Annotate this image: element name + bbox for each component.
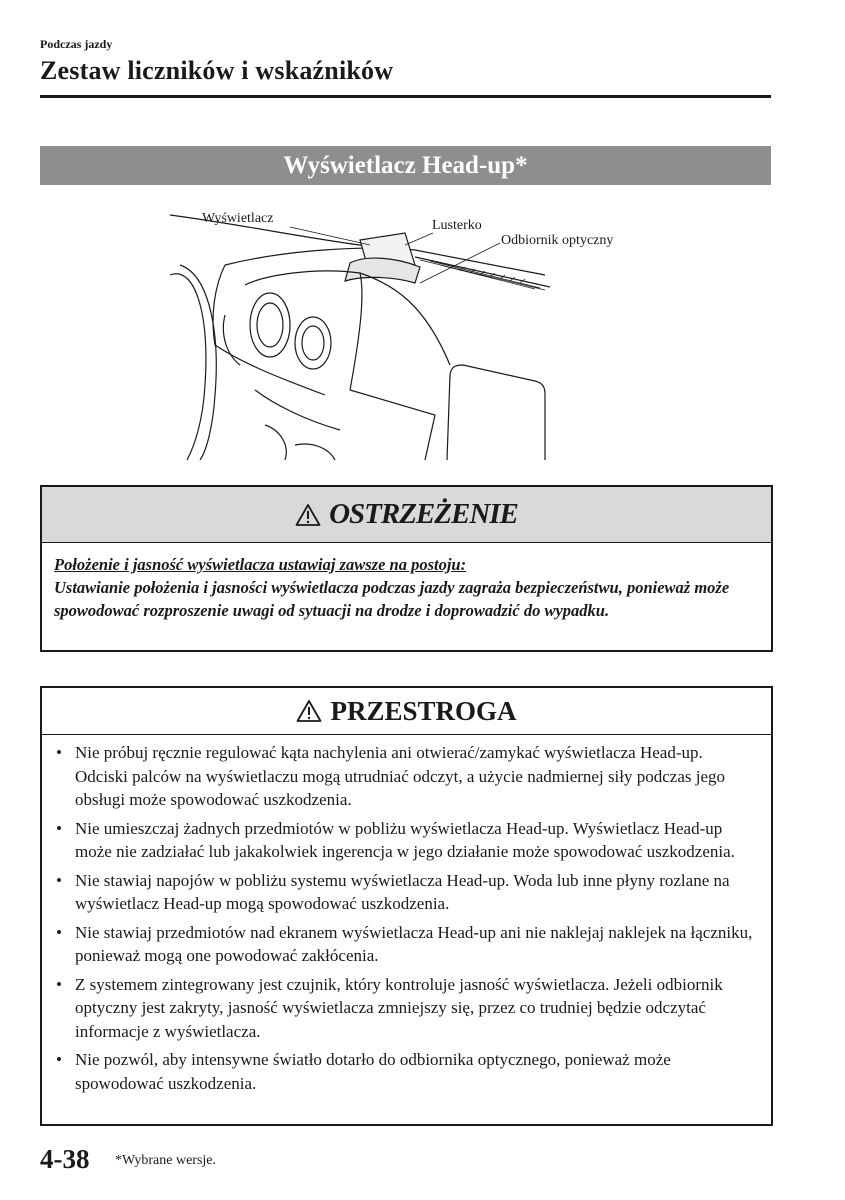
caution-title: PRZESTROGA xyxy=(330,695,517,726)
warning-triangle-icon xyxy=(296,699,322,723)
list-item-text: Z systemem zintegrowany jest czujnik, który kontroluje jasność wyświetlacza. Jeżeli odbiornik optyczny jest zakryty, jasność wyświetlacza zmniejszy się, przez co trudniej będzie odczytać informacje z wyświetlacza. xyxy=(75,974,723,1041)
callout-optical-sensor: Odbiornik optyczny xyxy=(501,233,614,248)
list-item-text: Nie stawiaj przedmiotów nad ekranem wyświetlacza Head-up ani nie naklejaj naklejek na łączniku, ponieważ mogą one powodować zakłócenia. xyxy=(75,922,753,965)
bullet-icon: • xyxy=(56,974,62,994)
list-item xyxy=(54,741,759,812)
bullet-icon: • xyxy=(56,922,62,942)
caution-box xyxy=(40,686,773,1126)
title-divider xyxy=(40,95,771,98)
caution-header xyxy=(42,688,771,735)
list-item xyxy=(54,921,759,968)
caution-list xyxy=(42,735,771,1095)
warning-box xyxy=(40,485,773,652)
bullet-icon: • xyxy=(56,818,62,838)
subsection-title: Wyświetlacz Head-up* xyxy=(40,146,771,185)
list-item xyxy=(54,1048,759,1095)
warning-lead: Położenie i jasność wyświetlacza ustawiaj zawsze na postoju: xyxy=(54,555,467,574)
list-item xyxy=(54,817,759,864)
list-item-text: Nie stawiaj napojów w pobliżu systemu wyświetlacza Head-up. Woda lub inne płyny rozlane na wyświetlacz Head-up mogą spowodować uszkodzenia. xyxy=(75,870,730,913)
bullet-icon: • xyxy=(56,1050,62,1069)
page-title: Zestaw liczników i wskaźników xyxy=(40,56,394,85)
warning-text: Ustawianie położenia i jasności wyświetlacza podczas jazdy zagraża bezpieczeństwu, ponieważ może spowodować rozproszenie uwagi od sytuacji na drodze i doprowadzić do wypadku. xyxy=(54,578,730,620)
dashboard-diagram xyxy=(165,205,645,460)
bullet-icon: • xyxy=(56,743,62,762)
warning-title: OSTRZEŻENIE xyxy=(329,498,518,530)
list-item xyxy=(54,869,759,916)
callout-display: Wyświetlacz xyxy=(202,211,274,226)
warning-triangle-icon xyxy=(295,503,321,527)
callout-mirror: Lusterko xyxy=(432,218,482,233)
list-item xyxy=(54,973,759,1044)
warning-body xyxy=(42,543,771,622)
warning-header xyxy=(42,487,771,543)
page-number: 4-38 xyxy=(40,1144,90,1174)
bullet-icon: • xyxy=(56,870,62,890)
section-label: Podczas jazdy xyxy=(40,37,113,51)
list-item-text: Nie próbuj ręcznie regulować kąta nachylenia ani otwierać/zamykać wyświetlacza Head-up. Odciski palców na wyświetlaczu mogą utrudniać odczyt, a użycie nadmiernej siły podczas jego obsługi może spowodować uszkodzenia. xyxy=(75,743,726,809)
footnote: *Wybrane wersje. xyxy=(115,1153,217,1168)
list-item-text: Nie umieszczaj żadnych przedmiotów w pobliżu wyświetlacza Head-up. Wyświetlacz Head-up może nie zadziałać lub jakakolwiek ingerencja w jego działanie może spowodować uszkodzenia. xyxy=(75,818,735,861)
list-item-text: Nie pozwól, aby intensywne światło dotarło do odbiornika optycznego, ponieważ może spowodować uszkodzenia. xyxy=(75,1050,671,1093)
